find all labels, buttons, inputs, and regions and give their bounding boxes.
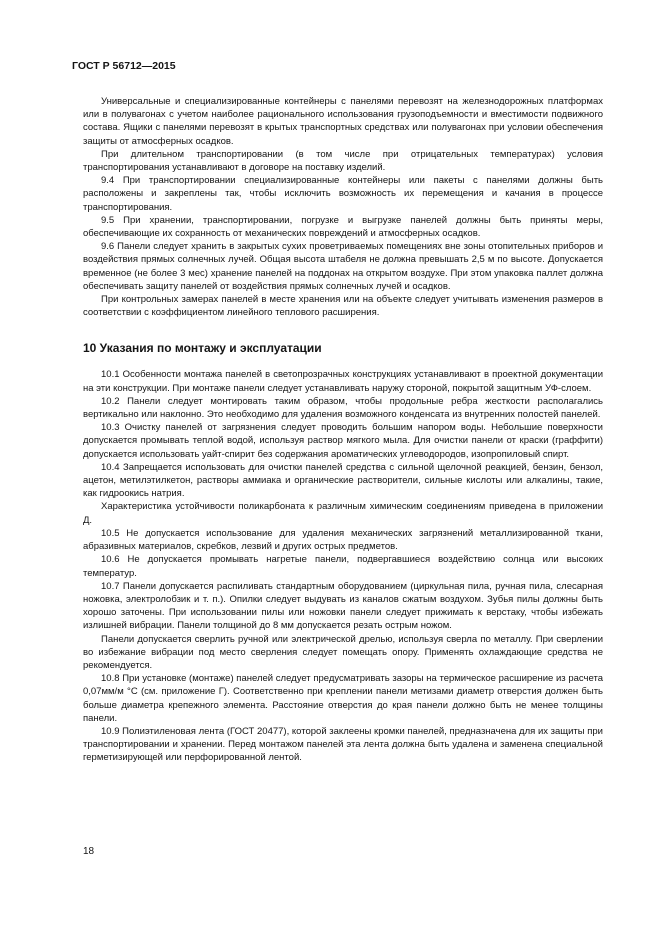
paragraph-9-6: 9.6 Панели следует хранить в закрытых сухих проветриваемых помещениях вне зоны отопительных приборов и воздействия прямых солнечных лучей. Общая высота штабеля не должна превышать 2,5 м по высоте. Допускается временное (не более 3 мес) хранение панелей на поддонах на открытом воздухе. При этом упаковка паллет должна обеспечивать защиту панелей от воздействия прямых солнечных лучей и осадков. — [83, 241, 603, 292]
paragraph-9-4: 9.4 При транспортировании специализированные контейнеры или пакеты с панелями должны быть расположены и закреплены так, чтобы исключить возможность их перемещения и качания в процессе транспортирования. — [83, 175, 603, 213]
paragraph-10-7: 10.7 Панели допускается распиливать стандартным оборудованием (циркульная пила, ручная пила, слесарная ножовка, электролобзик и т. п.). Опилки следует выдувать из каналов сжатым воздухом. Зубья пилы должны быть хорошо заточены. При использовании пилы или ножовки панели следует прижимать к верстаку, чтобы избежать излишней вибрации. Панели толщиной до 8 мм допускается резать острым ножом. — [83, 580, 603, 632]
page-number: 18 — [83, 846, 95, 857]
paragraph-10-3: 10.3 Очистку панелей от загрязнения следует проводить большим напором воды. Небольшие поверхности допускается промывать теплой водой, используя раствор мягкого мыла. Для очистки панели от краски (граффити) допускается использовать уайт-спирит без содержания ароматических углеводородов, изопропиловый спирт. — [83, 422, 603, 460]
page-body — [83, 95, 603, 765]
paragraph-10-1: 10.1 Особенности монтажа панелей в светопрозрачных конструкциях устанавливают в проектной документации на эти конструкции. При монтаже панели следует устанавливать наружу стороной, покрытой защитным УФ-слоем. — [83, 369, 603, 394]
paragraph: При контрольных замерах панелей в месте хранения или на объекте следует учитывать изменения размеров в соответствии с коэффициентом линейного теплового расширения. — [83, 294, 603, 319]
paragraph-10-8: 10.8 При установке (монтаже) панелей следует предусматривать зазоры на термическое расширение из расчета 0,07мм/м °С (см. приложение Г). Соответственно при креплении панели метизами диаметр отверстия должен быть больше диаметра крепежного элемента. Расстояние отверстия до края панели должно быть не менее толщины панели. — [83, 673, 603, 724]
paragraph-10-6: 10.6 Не допускается промывать нагретые панели, подвергавшиеся воздействию солнца или высоких температур. — [83, 554, 603, 579]
paragraph: Панели допускается сверлить ручной или электрической дрелью, используя сверла по металлу. При сверлении во избежание вибрации под место сверления следует помещать опору. Применять охлаждающие средства не рекомендуется. — [83, 633, 603, 671]
paragraph: Универсальные и специализированные контейнеры с панелями перевозят на железнодорожных платформах или в полувагонах с учетом наиболее рационального использования грузоподъемности и вместимости подвижного состава. Ящики с панелями перевозят в крытых транспортных средствах или полувагонах при условии обеспечения защиты от атмосферных осадков. — [83, 96, 603, 147]
paragraph-10-9: 10.9 Полиэтиленовая лента (ГОСТ 20477), которой заклеены кромки панелей, предназначена для их защиты при транспортировании и хранении. Перед монтажом панелей эта лента должна быть удалена и заменена специальной герметизирующей или перфорированной лентой. — [83, 725, 603, 764]
paragraph-10-4: 10.4 Запрещается использовать для очистки панелей средства с сильной щелочной реакцией, бензин, бензол, ацетон, метилэтилкетон, растворы аммиака и органические растворители, сильные кислоты или алкалины, такие, как гидроокись натрия. — [83, 461, 603, 500]
paragraph: Характеристика устойчивости поликарбоната к различным химическим соединениям приведена в приложении Д. — [83, 501, 603, 526]
paragraph-9-5: 9.5 При хранении, транспортировании, погрузке и выгрузке панелей должны быть приняты меры, обеспечивающие их сохранность от механических повреждений и атмосферных осадков. — [83, 214, 603, 240]
document-header: ГОСТ Р 56712—2015 — [72, 60, 176, 72]
paragraph-10-2: 10.2 Панели следует монтировать таким образом, чтобы продольные ребра жесткости располагались вертикально или наклонно. Это необходимо для удаления возможного конденсата из внутренних полостей панелей. — [83, 395, 603, 421]
section-title: 10 Указания по монтажу и эксплуатации — [83, 341, 322, 356]
paragraph: При длительном транспортировании (в том числе при отрицательных температурах) условия транспортирования устанавливают в договоре на поставку изделий. — [83, 148, 603, 174]
paragraph-10-5: 10.5 Не допускается использование для удаления механических загрязнений металлизированной ткани, абразивных материалов, скребков, лезвий и других острых предметов. — [83, 527, 603, 553]
